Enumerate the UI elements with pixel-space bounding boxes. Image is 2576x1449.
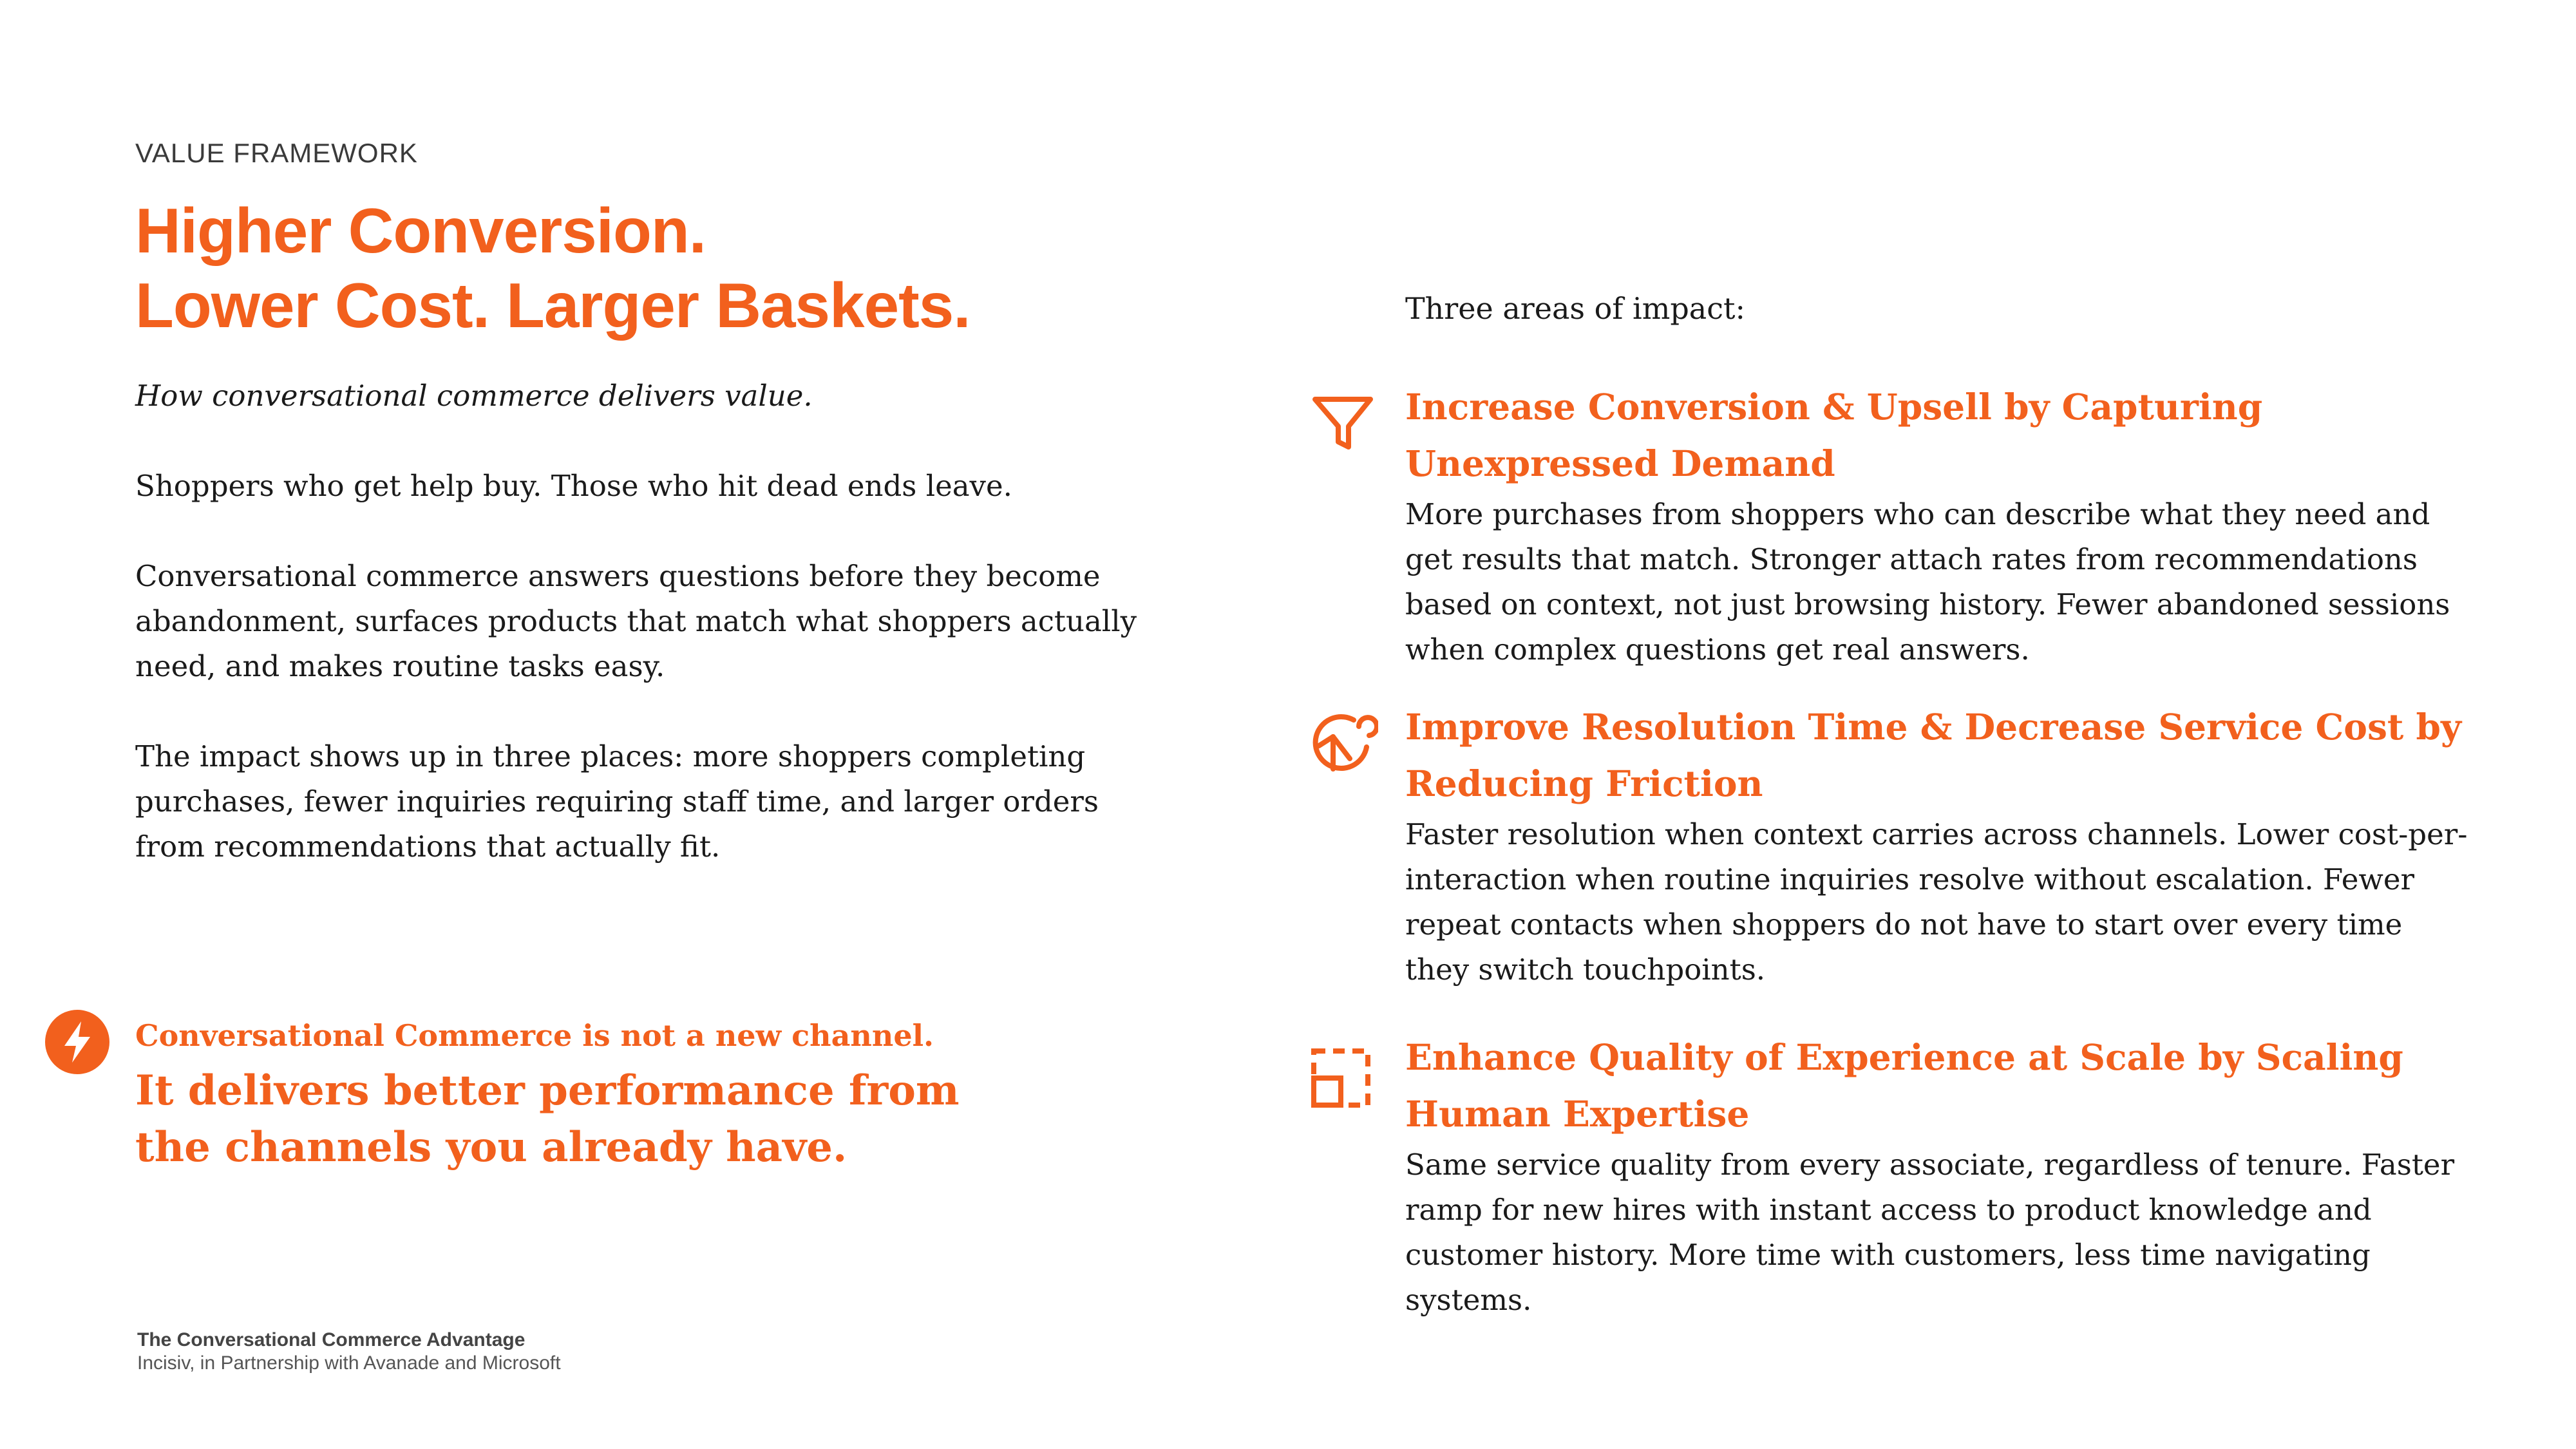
areas-intro: Three areas of impact: — [1405, 291, 1745, 326]
funnel-icon — [1307, 388, 1378, 459]
scale-icon — [1307, 1045, 1378, 1115]
paragraph-1: Shoppers who get help buy. Those who hit dead ends leave. — [135, 469, 1012, 503]
lightning-icon — [45, 1010, 109, 1074]
callout-big: It delivers better performance from the channels you already have. — [135, 1066, 960, 1171]
paragraph-2: Conversational commerce answers questions before they become abandonment, surfaces products that match what shoppers actually need, and makes routine tasks easy. — [135, 559, 1137, 683]
impact-area-conversion — [1405, 379, 2468, 672]
page-title — [135, 193, 1166, 343]
area-heading: Improve Resolution Time & Decrease Service Cost by Reducing Friction — [1405, 706, 2461, 804]
section-eyebrow: VALUE FRAMEWORK — [135, 138, 418, 168]
title-line-1: Higher Conversion. — [135, 195, 706, 266]
footer-subtitle: Incisiv, in Partnership with Avanade and Microsoft — [137, 1352, 561, 1374]
impact-area-resolution — [1405, 699, 2468, 992]
area-heading: Increase Conversion & Upsell by Capturing Unexpressed Demand — [1405, 386, 2263, 484]
callout-small: Conversational Commerce is not a new channel. — [135, 1018, 934, 1053]
paragraph-3: The impact shows up in three places: more shoppers completing purchases, fewer inquiries requiring staff time, and larger orders from recommendations that actually fit. — [135, 739, 1099, 864]
impact-area-quality — [1405, 1029, 2468, 1323]
intro-text — [135, 374, 1140, 914]
footer-title: The Conversational Commerce Advantage — [137, 1329, 526, 1350]
subtitle: How conversational commerce delivers value. — [135, 379, 813, 413]
area-heading: Enhance Quality of Experience at Scale by Scaling Human Expertise — [1405, 1036, 2403, 1135]
title-line-2: Lower Cost. Larger Baskets. — [135, 270, 971, 341]
friction-icon — [1307, 707, 1378, 778]
area-text: Faster resolution when context carries across channels. Lower cost-per-interaction when routine inquiries resolve without escalation. Fewer repeat contacts when shoppers do not have to start over every time they switch touchpoints. — [1405, 817, 2468, 987]
area-text: Same service quality from every associate, regardless of tenure. Faster ramp for new hires with instant access to product knowledge and customer history. More time with customers, less time navigating systems. — [1405, 1148, 2455, 1317]
area-text: More purchases from shoppers who can describe what they need and get results that match. Stronger attach rates from recommendations based on context, not just browsing history. Fewer abandoned sessions when complex questions get real answers. — [1405, 497, 2450, 667]
